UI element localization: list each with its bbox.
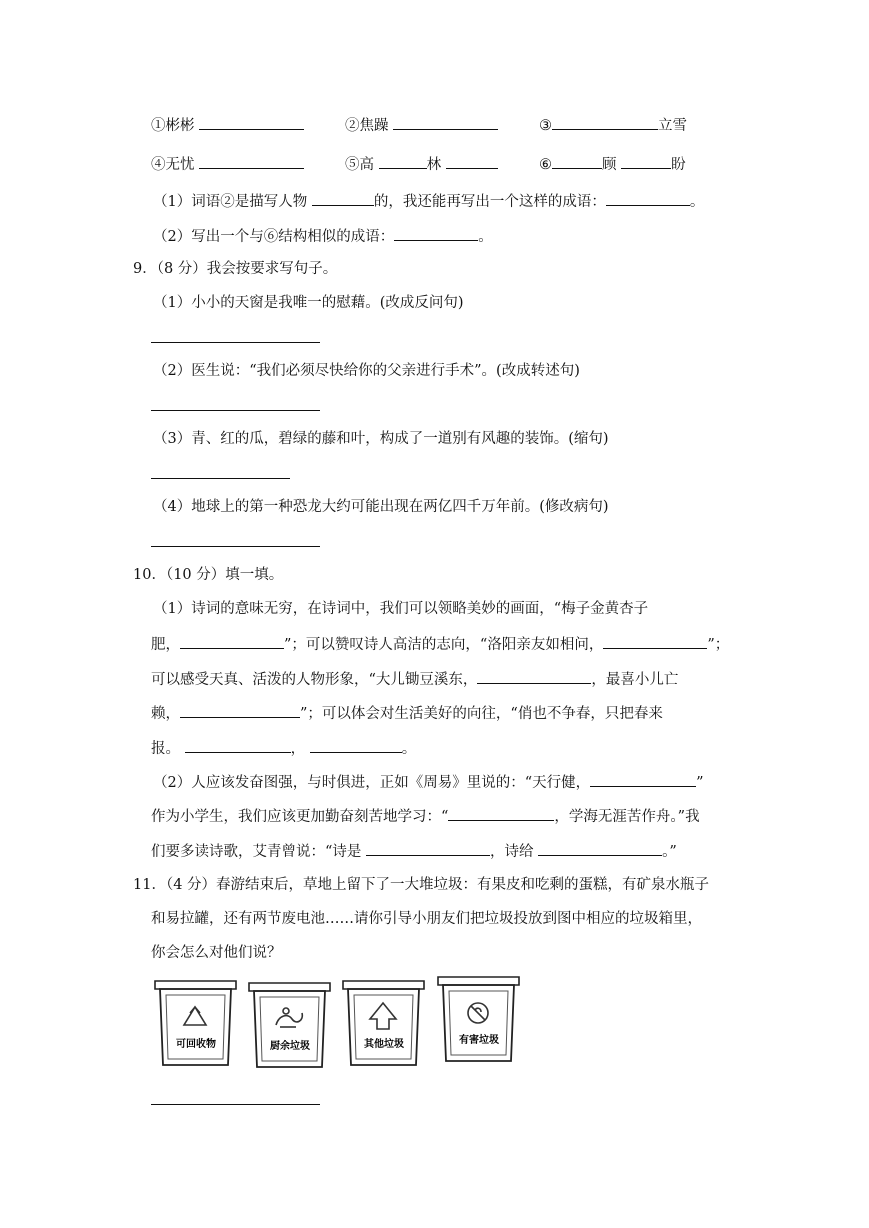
bin-label: 有害垃圾 xyxy=(459,1035,499,1046)
other-waste-icon xyxy=(370,1003,396,1029)
bin-label: 厨余垃圾 xyxy=(270,1041,310,1052)
blank[interactable] xyxy=(199,114,304,130)
blank[interactable] xyxy=(379,153,427,169)
blank[interactable] xyxy=(185,737,291,753)
bin-label: 其他垃圾 xyxy=(364,1039,404,1050)
garbage-bins-illustration xyxy=(152,975,522,1073)
blank[interactable] xyxy=(310,737,402,753)
blank[interactable] xyxy=(312,190,374,206)
q10-line2: 肥， ”；可以赞叹诗人高洁的志向，“洛阳亲友如相问， ”； xyxy=(151,633,729,655)
blank[interactable] xyxy=(552,153,602,169)
answer-line[interactable] xyxy=(151,342,320,343)
q8-item1: ①彬彬 xyxy=(151,114,304,136)
q8-item5: ⑤高 林 xyxy=(345,153,498,175)
q10-line3: 可以感受天真、活泼的人物形象，“大儿锄豆溪东， ，最喜小儿亡 xyxy=(151,668,678,690)
blank[interactable] xyxy=(477,668,591,684)
q9-s1: （1）小小的天窗是我唯一的慰藉。(改成反问句) xyxy=(153,295,464,311)
blank[interactable] xyxy=(446,153,498,169)
food-waste-icon xyxy=(276,1008,302,1027)
hazardous-bin xyxy=(438,977,519,1061)
q8-item3: ③ 立雪 xyxy=(539,114,687,136)
blank[interactable] xyxy=(538,840,662,856)
q11-line3: 你会怎么对他们说？ xyxy=(151,945,282,961)
q9-s2: （2）医生说：“我们必须尽快给你的父亲进行手术”。(改成转述句) xyxy=(153,363,580,379)
q9-s3: （3）青、红的瓜，碧绿的藤和叶，构成了一道别有风趣的装饰。(缩句) xyxy=(153,431,609,447)
blank[interactable] xyxy=(366,840,490,856)
q11-line2: 和易拉罐，还有两节废电池……请你引导小朋友们把垃圾投放到图中相应的垃圾箱里， xyxy=(151,911,702,927)
hazardous-icon xyxy=(468,1003,488,1023)
food-waste-bin xyxy=(249,983,330,1067)
q8-item4: ④无忧 xyxy=(151,153,304,175)
bin-label: 可回收物 xyxy=(176,1039,216,1050)
q8-sub2: （2）写出一个与⑥结构相似的成语： 。 xyxy=(153,225,493,247)
q10-line4: 赖， ”；可以体会对生活美好的向往，“俏也不争春，只把春来 xyxy=(151,702,663,724)
q10-title: 10．（10 分）填一填。 xyxy=(133,567,284,583)
blank[interactable] xyxy=(603,633,707,649)
blank[interactable] xyxy=(606,190,690,206)
q10-line1: （1）诗词的意味无穷，在诗词中，我们可以领略美妙的画面，“梅子金黄杏子 xyxy=(153,601,649,617)
blank[interactable] xyxy=(448,805,554,821)
q11-line1: 11．（4 分）春游结束后，草地上留下了一大堆垃圾：有果皮和吃剩的蛋糕，有矿泉水瓶子 xyxy=(133,877,710,893)
answer-line[interactable] xyxy=(151,546,320,547)
blank[interactable] xyxy=(590,771,696,787)
blank[interactable] xyxy=(180,633,284,649)
q10-line5: 报。 ， 。 xyxy=(151,737,416,759)
blank[interactable] xyxy=(621,153,671,169)
blank[interactable] xyxy=(552,114,658,130)
blank[interactable] xyxy=(180,702,300,718)
q8-item2: ②焦躁 xyxy=(345,114,498,136)
q9-title: 9．（8 分）我会按要求写句子。 xyxy=(133,261,338,277)
q8-sub1: （1）词语②是描写人物 的，我还能再写出一个这样的成语： 。 xyxy=(153,190,704,212)
answer-line[interactable] xyxy=(151,1104,320,1105)
q10-line6: （2）人应该发奋图强，与时俱进，正如《周易》里说的：“天行健， ” xyxy=(153,771,704,793)
recycle-icon xyxy=(184,1007,206,1025)
q8-item6: ⑥ 顾 盼 xyxy=(539,153,686,175)
blank[interactable] xyxy=(394,225,478,241)
other-waste-bin xyxy=(343,981,424,1065)
q10-line8: 们要多读诗歌，艾青曾说：“诗是 ，诗给 。” xyxy=(151,840,677,862)
blank[interactable] xyxy=(199,153,304,169)
answer-line[interactable] xyxy=(151,410,320,411)
answer-line[interactable] xyxy=(151,478,290,479)
q10-line7: 作为小学生，我们应该更加勤奋刻苦地学习：“ ，学海无涯苦作舟。”我 xyxy=(151,805,700,827)
recycle-bin xyxy=(155,981,236,1065)
q9-s4: （4）地球上的第一种恐龙大约可能出现在两亿四千万年前。(修改病句) xyxy=(153,499,609,515)
blank[interactable] xyxy=(393,114,498,130)
